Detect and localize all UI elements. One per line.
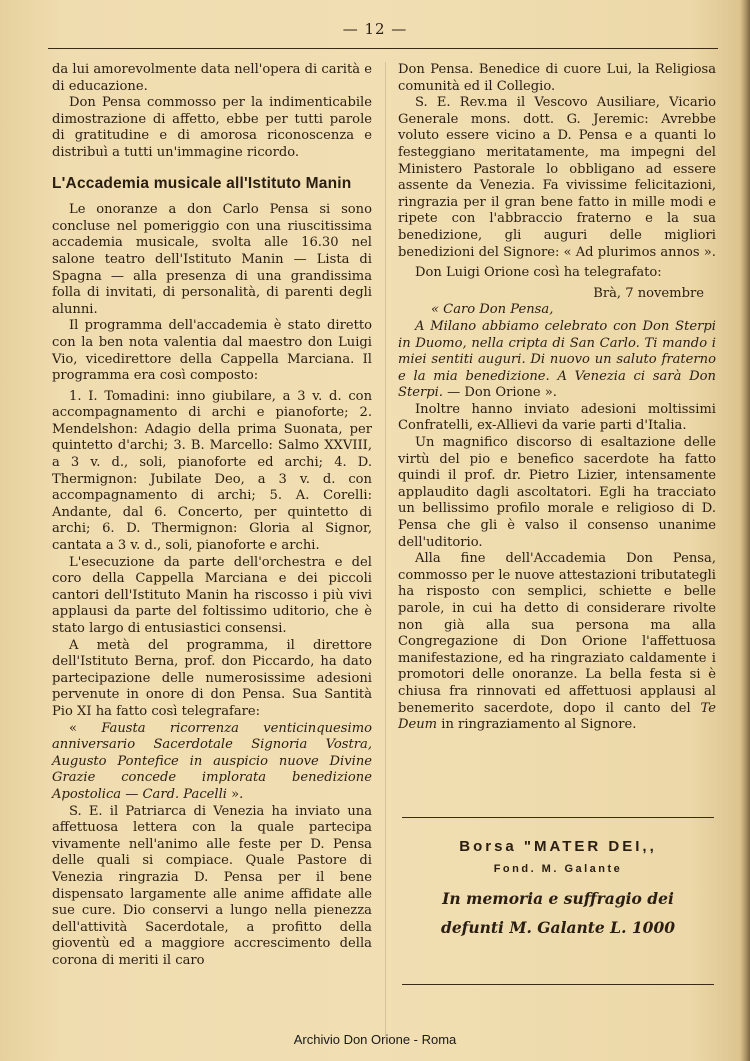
left-column (52, 62, 372, 969)
quote-close: ». (226, 786, 244, 802)
quote-text: Fausta ricorrenza venticinquesimo anniversario Sacerdotale Signoria Vostra, Augusto Pontefice in auspicio nuove Divine Grazie concede implorata benedizione Apostolica — Card. Pacelli (52, 720, 372, 802)
archive-footer: Archivio Don Orione - Roma (293, 1032, 457, 1047)
donation-notice-box (402, 817, 714, 985)
notice-subtitle: Fond. M. Galante (493, 863, 623, 875)
paragraph: Don Luigi Orione così ha telegrafato: (415, 265, 662, 281)
paragraph: Il programma dell'accademia è stato diretto con la ben nota valentia dal maestro don Luigi Vio, vicedirettore della Cappella Marciana. Il programma era così composto: (52, 318, 372, 384)
paragraph: da lui amorevolmente data nell'opera di carità e di educazione. (52, 62, 372, 94)
page-number: — 12 — (342, 20, 408, 38)
notice-line: defunti M. Galante L. 1000 (440, 918, 676, 937)
paragraph: Alla fine dell'Accademia Don Pensa, commosso per le nuove attestazioni tributategli ha risposto con semplici, schiette e belle parole, in cui ha detto di considerare rivolte non già alla sua persona ma alla Congregazione di Don Orione l'affettuosa manifestazione, ed ha ringraziato caldamente i promotori delle onoranze. La bella festa si è chiusa fra rinnovati ed affettuosi applausi al benemerito sacerdote, dopo il canto del Te Deum in ringraziamento al Signore. (398, 551, 716, 733)
section-heading: L'Accademia musicale all'Istituto Manin (52, 174, 352, 192)
telegram-date: Brà, 7 novembre (593, 285, 704, 301)
right-column (398, 62, 716, 734)
header-rule (48, 48, 718, 49)
paragraph: Don Pensa. Benedice di cuore Lui, la Religiosa comunità ed il Collegio. (398, 62, 716, 94)
telegram-body (398, 319, 716, 402)
telegram-signature: — Don Orione ». (442, 385, 557, 401)
paragraph: Le onoranze a don Carlo Pensa si sono concluse nel pomeriggio con una riuscitissima accademia musicale, svolta alle 16.30 nel salone teatro dell'Istituto Manin — Lista di Spagna — alla presenza di una grandissima folla di invitati, di personalità, di parenti degli alunni. (52, 202, 372, 317)
telegram-quote (52, 721, 372, 804)
paragraph: Un magnifico discorso di esaltazione delle virtù del pio e benefico sacerdote ha fatto quindi il prof. dr. Pietro Lizier, intensamente applaudito dagli ascoltatori. Egli ha tracciato un bellissimo profilo morale e religioso di D. Pensa che gli è valso il consenso unanime dell'uditorio. (398, 435, 716, 550)
paragraph: S. E. Rev.ma il Vescovo Ausiliare, Vicario Generale mons. dott. G. Jeremic: Avrebbe voluto essere vicino a D. Pensa e a quanti lo festeggiano meritatamente, ma impegni del Ministero Pastorale lo obbligano ad essere assente da Venezia. Fa vivissime felicitazioni, ringrazia per il gran bene fatto in mille modi e ripete con l'abbraccio fraterno e la sua benedizione, gli auguri delle migliori benedizioni del Signore: « Ad plurimos annos ». (398, 95, 716, 260)
te-deum: Te Deum (398, 700, 716, 733)
quote-open: « (69, 720, 102, 736)
notice-title: Borsa "MATER DEI,, (459, 838, 657, 855)
program-list: 1. I. Tomadini: inno giubilare, a 3 v. d. con accompagnamento di archi e pianoforte; 2. Mendelshon: Adagio della prima Suonata, per quintetto d'archi; 3. B. Marcello: Salmo XXVIII, a 3 v. d., soli, pianoforte ed archi; 4. D. Thermignon: Jubilate Deo, a 3 v. d. con accompagnamento di archi; 5. A. Corelli: Andante, dal 6. Concerto, per quintetto di archi; 6. D. Thermignon: Gloria al Signor, cantata a 3 v. d., soli, pianoforte e archi. (52, 388, 372, 554)
telegram-text: A Milano abbiamo celebrato con Don Sterpi in Duomo, nella cripta di San Carlo. Ti mando i miei sentiti auguri. Di nuovo un saluto fraterno e la mia benedizione. A Venezia ci sarà Don Sterpi. (398, 318, 716, 401)
paragraph: Inoltre hanno inviato adesioni moltissimi Confratelli, ex-Allievi da varie parti d'Italia. (398, 401, 716, 434)
page-edge-shadow (740, 0, 750, 1061)
paragraph: S. E. il Patriarca di Venezia ha inviato una affettuosa lettera con la quale partecipa vivamente nell'animo alle feste per D. Pensa delle quali si compiace. Quale Pastore di Venezia ringrazia D. Pensa per il bene dispensato largamente alle anime affidate alle sue cure. Dio conservi a lungo nella pienezza dell'attività Sacerdotale, a profitto della gioventù ed a maggiore accrescimento della corona di meriti il caro (52, 803, 372, 968)
column-divider (385, 62, 386, 1037)
paragraph: L'esecuzione da parte dell'orchestra e del coro della Cappella Marciana e dei piccoli cantori dell'Istituto Manin ha riscosso i più vivi applausi da parte del foltissimo uditorio, che è stato largo di entusiastici consensi. (52, 554, 372, 636)
paragraph: A metà del programma, il direttore dell'Istituto Berna, prof. don Piccardo, ha dato partecipazione delle numerosissime adesioni pervenute in onore di don Pensa. Sua Santità Pio XI ha fatto così telegrafare: (52, 637, 372, 719)
paragraph: Don Pensa commosso per la indimenticabile dimostrazione di affetto, ebbe per tutti parole di gratitudine e di amorosa riconoscenza e distribuì a tutti un'immagine ricordo. (52, 95, 372, 160)
notice-line: In memoria e suffragio dei (442, 889, 674, 908)
telegram-salutation: « Caro Don Pensa, (431, 302, 554, 318)
